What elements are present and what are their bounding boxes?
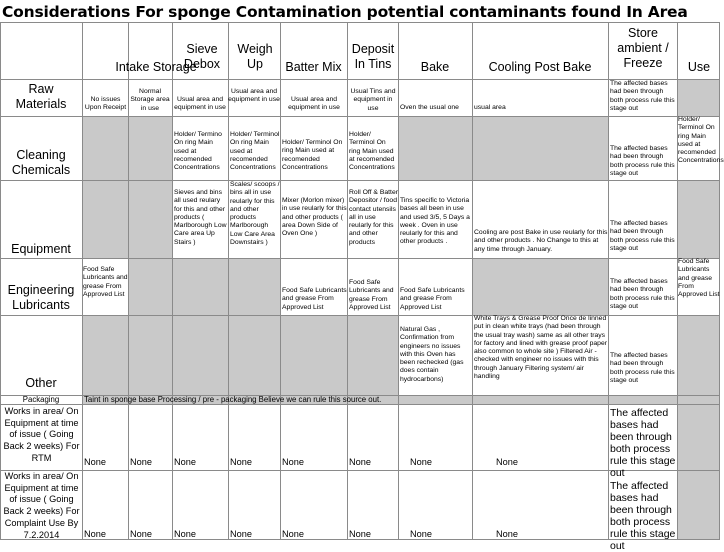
col-header-bake: Bake (420, 60, 450, 74)
equip-bake: Tins specific to Victoria bases all been in use and used 3/5, 5 Days a week . Oven in use reularly for this and other products . (400, 197, 470, 246)
clean-store: The affected bases had been through both process rule this stage out (610, 145, 675, 177)
col-header-cooling-post-bake: Cooling Post Bake (488, 60, 592, 74)
row-label-packaging: Packaging (22, 395, 60, 404)
equip-store: The affected bases had been through both process rule this stage out (610, 220, 675, 252)
col-header-deposit-in-tins: Deposit In Tins (351, 42, 395, 71)
shade-complaint-use (677, 470, 720, 540)
shade-packaging-use (677, 395, 720, 404)
grid-line (0, 315, 720, 316)
equip-weigh: Scales/ scoops / bins all in use reularly for this and other products Marlborough Low Care Area Downstairs ) (230, 181, 280, 247)
equip-cooling: Cooling are post Bake in use reularly for this and other products . No Change to this at any time through January. (474, 229, 608, 253)
page-title: Considerations For sponge Contamination potential contaminants found In Area (2, 3, 688, 21)
rtm-sieve: None (174, 457, 196, 467)
shade-eng-cooling (472, 258, 608, 315)
col-header-batter-mix: Batter Mix (285, 60, 342, 74)
eng-intake: Food Safe Lubricants and grease From Approved List (83, 266, 128, 298)
row-label-rtm: Works in area/ On Equipment at time of issue ( Going Back 2 weeks) For RTM (3, 406, 80, 463)
raw-store: The affected bases had been through both process rule this stage out (610, 80, 675, 112)
rtm-weigh: None (230, 457, 252, 467)
raw-sieve: Usual area and equipment in use (174, 96, 226, 112)
complaint-batter: None (282, 529, 304, 539)
rtm-intake: None (84, 457, 106, 467)
other-cooling: White Trays & Grease Proof Once de linned put in clean white trays (had been through the usual tray wash) same as all other trays for factory and lined with grease proof paper also common to whole site ) Filtered Air - checked with engineer no issues with this through January Filtering system/ air handling (474, 315, 607, 381)
shade-equip-use (677, 180, 720, 258)
row-label-cleaning-chemicals: Cleaning Chemicals (11, 148, 71, 177)
complaint-weigh: None (230, 529, 252, 539)
eng-bake: Food Safe Lubricants and grease From Approved List (400, 287, 465, 311)
raw-cooling: usual area (474, 104, 506, 111)
clean-sieve: Holder/ Termino On ring Main used at recomended Concentrations (174, 131, 222, 172)
complaint-deposit: None (349, 529, 371, 539)
shade-clean-intake (82, 116, 172, 180)
shade-other-use (677, 315, 720, 395)
clean-weigh: Holder/ Terminol On ring Main used at recomended Concentrations (230, 131, 280, 172)
grid-line (0, 116, 720, 117)
raw-weigh: Usual area and equipment in use (228, 88, 280, 104)
grid-line (0, 258, 720, 259)
row-label-complaint: Works in area/ On Equipment at time of issue ( Going Back 2 weeks) For Complaint Use By 7.2.2014 (3, 471, 80, 540)
equip-batter: Mixer (Morlon mixer) in use reularly for this and other products ( area Down Side of Oven One ) (282, 197, 347, 238)
col-header-store-ambient-freeze: Store ambient / Freeze (617, 26, 669, 70)
complaint-storage: None (130, 529, 152, 539)
raw-storage: Normal Storage area in use (130, 88, 170, 112)
col-header-intake-storage: Intake Storage (115, 60, 197, 74)
shade-rtm-use (677, 404, 720, 470)
shade-raw-use (677, 79, 720, 116)
complaint-cooling: None (496, 529, 518, 539)
grid-line (472, 22, 473, 540)
row-label-raw-materials: Raw Materials (15, 82, 67, 111)
clean-use: Holder/ Terminol On ring Main used at recomended Concentrations (678, 116, 724, 165)
complaint-store: The affected bases had been through both process rule this stage out (610, 480, 676, 552)
col-header-sieve-debox: Sieve Debox (183, 42, 221, 71)
equip-deposit: Roll Off & Batter Depositor / food contact utensils all in use reularly for this and other products (349, 189, 398, 246)
clean-deposit: Holder/ Terminol On ring Main used at recomended Concentrations (349, 131, 395, 172)
raw-bake: Oven the usual one (400, 104, 459, 111)
shade-eng-storage-weigh (128, 258, 280, 315)
rtm-store: The affected bases had been through both process rule this stage out (610, 407, 676, 479)
complaint-sieve: None (174, 529, 196, 539)
row-label-other: Other (25, 376, 57, 390)
shade-equip-intake (82, 180, 172, 258)
complaint-intake: None (84, 529, 106, 539)
eng-batter: Food Safe Lubricants and grease From Approved List (282, 287, 347, 311)
col-header-weigh-up: Weigh Up (237, 42, 273, 71)
rtm-bake: None (410, 457, 432, 467)
rtm-cooling: None (496, 457, 518, 467)
rtm-batter: None (282, 457, 304, 467)
rtm-deposit: None (349, 457, 371, 467)
row-label-engineering-lubricants: Engineering Lubricants (7, 283, 75, 312)
raw-deposit: Usual Tins and equipment in use (350, 88, 396, 112)
eng-deposit: Food Safe Lubricants and grease From Approved List (349, 279, 394, 311)
eng-store: The affected bases had been through both process rule this stage out (610, 278, 675, 310)
other-bake: Natural Gas , Confirmation from engineers no issues with this Oven has been rechecked (gas does contain hydrocarbons) (400, 326, 464, 383)
complaint-bake: None (410, 529, 432, 539)
grid-line (398, 22, 399, 540)
clean-batter: Holder/ Terminol On ring Main used at recomended Concentrations (282, 139, 343, 171)
raw-batter: Usual area and equipment in use (288, 96, 340, 112)
equip-sieve: Sieves and bins all used reulary for this and other products ( Marlborough Low Care area Up Stairs ) (174, 189, 227, 246)
raw-intake: No issues Upon Receipt (84, 96, 127, 112)
grid-line (608, 22, 609, 540)
row-label-equipment: Equipment (11, 242, 71, 256)
packaging-note: Taint in sponge base Processing / pre - packaging Believe we can rule this source out. (84, 395, 382, 404)
rtm-storage: None (130, 457, 152, 467)
shade-clean-bake-cooling (398, 116, 608, 180)
grid-line (0, 180, 720, 181)
grid-line (0, 22, 720, 23)
shade-other-intake-deposit (82, 315, 398, 395)
eng-use: Food Safe Lubricants and grease From Approved List (678, 258, 720, 299)
col-header-use: Use (687, 60, 711, 74)
other-store: The affected bases had been through both process rule this stage out (610, 352, 675, 384)
